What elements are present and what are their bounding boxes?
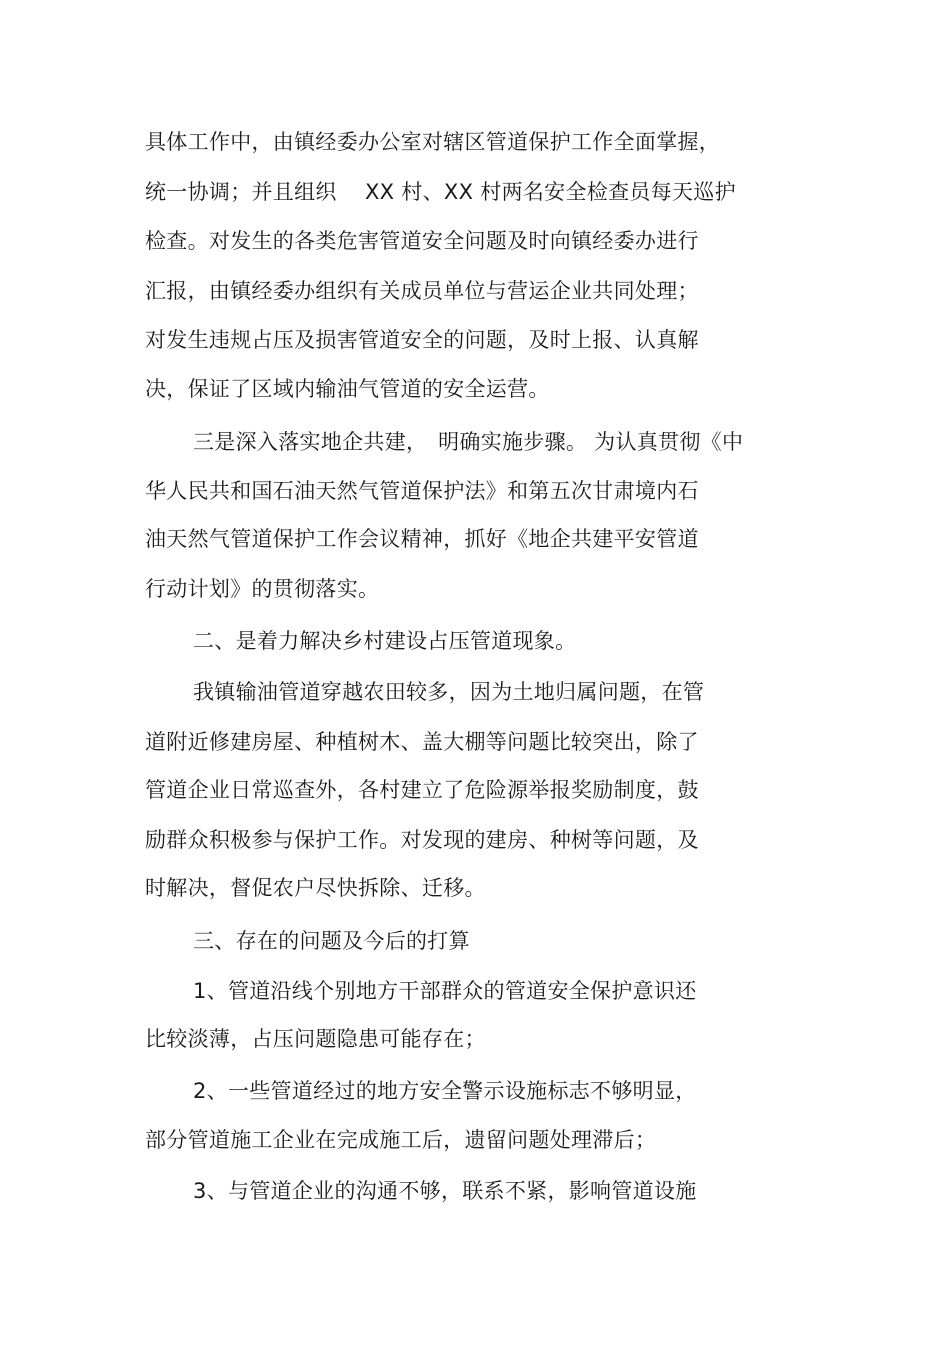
paragraph-first-line: 三是深入落实地企共建， 明确实施步骤。 为认真贯彻《中	[193, 430, 744, 454]
section-heading: 三、存在的问题及今后的打算	[193, 929, 470, 953]
list-item-continuation: 比较淡薄，占压问题隐患可能存在；	[145, 1027, 486, 1051]
section-heading: 二、是着力解决乡村建设占压管道现象。	[193, 629, 577, 653]
body-text-line: 管道企业日常巡查外，各村建立了危险源举报奖励制度，鼓	[145, 778, 699, 802]
body-text-line: 时解决，督促农户尽快拆除、迁移。	[145, 876, 486, 900]
body-text-line: 汇报，由镇经委办组织有关成员单位与营运企业共同处理；	[145, 279, 699, 303]
list-item-first-line: 2、一些管道经过的地方安全警示设施标志不够明显，	[193, 1079, 697, 1103]
body-text-line: 对发生违规占压及损害管道安全的问题，及时上报、认真解	[145, 328, 699, 352]
body-text-line: 决，保证了区域内输油气管道的安全运营。	[145, 377, 550, 401]
body-text-line: 行动计划》的贯彻落实。	[145, 577, 380, 601]
body-text-line: 励群众积极参与保护工作。对发现的建房、种树等问题，及	[145, 828, 699, 852]
body-text-line: 检查。对发生的各类危害管道安全问题及时向镇经委办进行	[145, 229, 699, 253]
body-text-line: 道附近修建房屋、种植树木、盖大棚等问题比较突出，除了	[145, 730, 699, 754]
body-text-line: 统一协调；并且组织 XX 村、XX 村两名安全检查员每天巡护	[145, 180, 736, 204]
list-item-first-line: 1、管道沿线个别地方干部群众的管道安全保护意识还	[193, 979, 697, 1003]
paragraph-first-line: 我镇输油管道穿越农田较多，因为土地归属问题，在管	[193, 680, 705, 704]
list-item-continuation: 部分管道施工企业在完成施工后，遗留问题处理滞后；	[145, 1128, 657, 1152]
body-text-line: 具体工作中，由镇经委办公室对辖区管道保护工作全面掌握，	[145, 130, 721, 154]
body-text-line: 华人民共和国石油天然气管道保护法》和第五次甘肃境内石	[145, 479, 699, 503]
list-item-first-line: 3、与管道企业的沟通不够，联系不紧，影响管道设施	[193, 1179, 697, 1203]
body-text-line: 油天然气管道保护工作会议精神，抓好《地企共建平安管道	[145, 527, 699, 551]
